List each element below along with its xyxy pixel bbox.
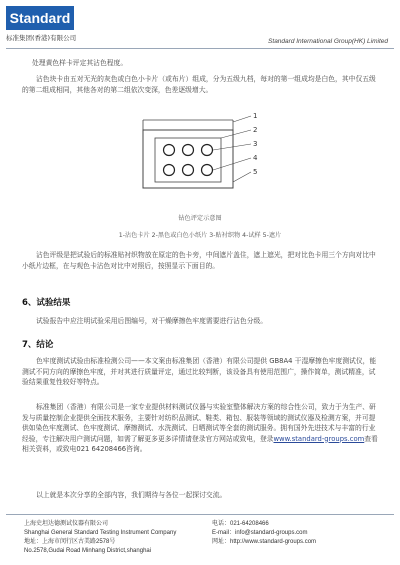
intro-line: 处理黄色样卡评定其沾色程度。: [32, 59, 128, 67]
grey-sample-circle: [202, 165, 213, 176]
section-heading-conclusion: 7、结论: [22, 340, 54, 350]
grey-sample-circle: [183, 145, 194, 156]
footer-website[interactable]: 网址：http://www.standard-groups.com: [212, 539, 317, 545]
grey-sample-circle: [164, 145, 175, 156]
callout-label-3: 3: [253, 140, 258, 148]
grey-sample-circle: [164, 165, 175, 176]
footer-contact-block: [212, 520, 316, 547]
grey-sample-circle: [183, 165, 194, 176]
footer-company-en: Shanghai General Standard Testing Instrument Company: [24, 530, 177, 536]
company-name-en: Standard International Group(HK) Limited: [268, 38, 388, 45]
section-results-text: 试验报告中应注明试验采用后图编号，对干燥摩擦色牢度需要进行沾色分级。: [36, 317, 268, 325]
callout-label-4: 4: [253, 154, 258, 162]
section-heading-results: 6、试验结果: [22, 298, 71, 308]
callout-label-1: 1: [253, 112, 258, 120]
paragraph-rating-method: 沾色评级是把试验后的标准贴衬织物放在原定的色卡旁，中间遮片盖住，遮上遮光，把对比色卡用三个方向对比中小纸片边框，在与观色卡沾色对比中对照后，按照显示下面目的。: [22, 251, 376, 270]
figure-legend: 1-沾色卡片 2-黑色或白色小纸片 3-贴衬织物 4-试样 5-遮片: [118, 232, 282, 239]
footer-address-cn: 地址：上海市闵行区古美路2578号: [24, 539, 116, 545]
footer-email[interactable]: E-mail：info@standard-groups.com: [212, 530, 308, 536]
conclusion-paragraph-2: [22, 402, 382, 455]
header-divider: [6, 48, 394, 49]
footer-address-block: [24, 520, 176, 556]
figure-caption: 钻色评定示意图: [178, 215, 222, 222]
footer-divider: [6, 514, 394, 515]
staining-diagram: [135, 108, 265, 208]
paragraph-grey-scale: 沾色块卡由五对无光的灰色或白色小卡片（或布片）组成，分为五级九档，每对的第一组成均是白色，其中仅五级的第二组成相同，其他各对的第二组依次变深，色差逐级增大。: [22, 75, 376, 94]
conclusion-paragraph-1: 色牢度测试试验由标准检测公司——本文案由标准集团（香港）有限公司提供 GB8A4 干湿摩擦色牢度测试仪，能测试不同方向的摩擦色牢度，并对其进行质量评定，通过比较判断，该设备具有使用范围广，操作简单，测试精准，试验结果重复性较好等特点。: [22, 357, 377, 386]
grey-sample-circle: [202, 145, 213, 156]
footer-address-en: No.2578,Gudai Road Minhang District,shanghai: [24, 548, 152, 554]
company-logo: Standard: [6, 6, 74, 30]
website-link[interactable]: www.standard-groups.com: [273, 434, 365, 443]
footer-company-cn: 上海史坦达德测试仪器有限公司: [24, 521, 109, 527]
conclusion-paragraph-2-text: 标准集团（香港）有限公司是一家专业提供材料测试仪器与实验室整体解决方案的综合性公司，致力于为生产、研发与质量控制企业提供全面技术服务，主要针对纺织品测试、鞋类、箱包、服装等领域的测试仪器及检测方案，并可提供如染色牢度测试、色牢度测试、摩擦测试、水洗测试、日晒测试等全套的测试服务。拥有国外先进技术与丰富的行业经验，专注解决用户测试问题，如需了解更多更多详情请登录官方网站或致电，登录: [22, 403, 376, 443]
conclusion-paragraph-2-end: 查看相关资料，或致电021 64208466咨询。: [22, 434, 378, 453]
closing-paragraph: 以上就是本次分享的全部内容，我们期待与各位一起探讨交流。: [36, 491, 227, 499]
callout-label-5: 5: [253, 168, 258, 176]
company-name-cn: 标准集团(香港)有限公司: [6, 34, 77, 42]
callout-label-2: 2: [253, 126, 258, 134]
footer-phone: 电话：021-64208466: [212, 521, 269, 527]
